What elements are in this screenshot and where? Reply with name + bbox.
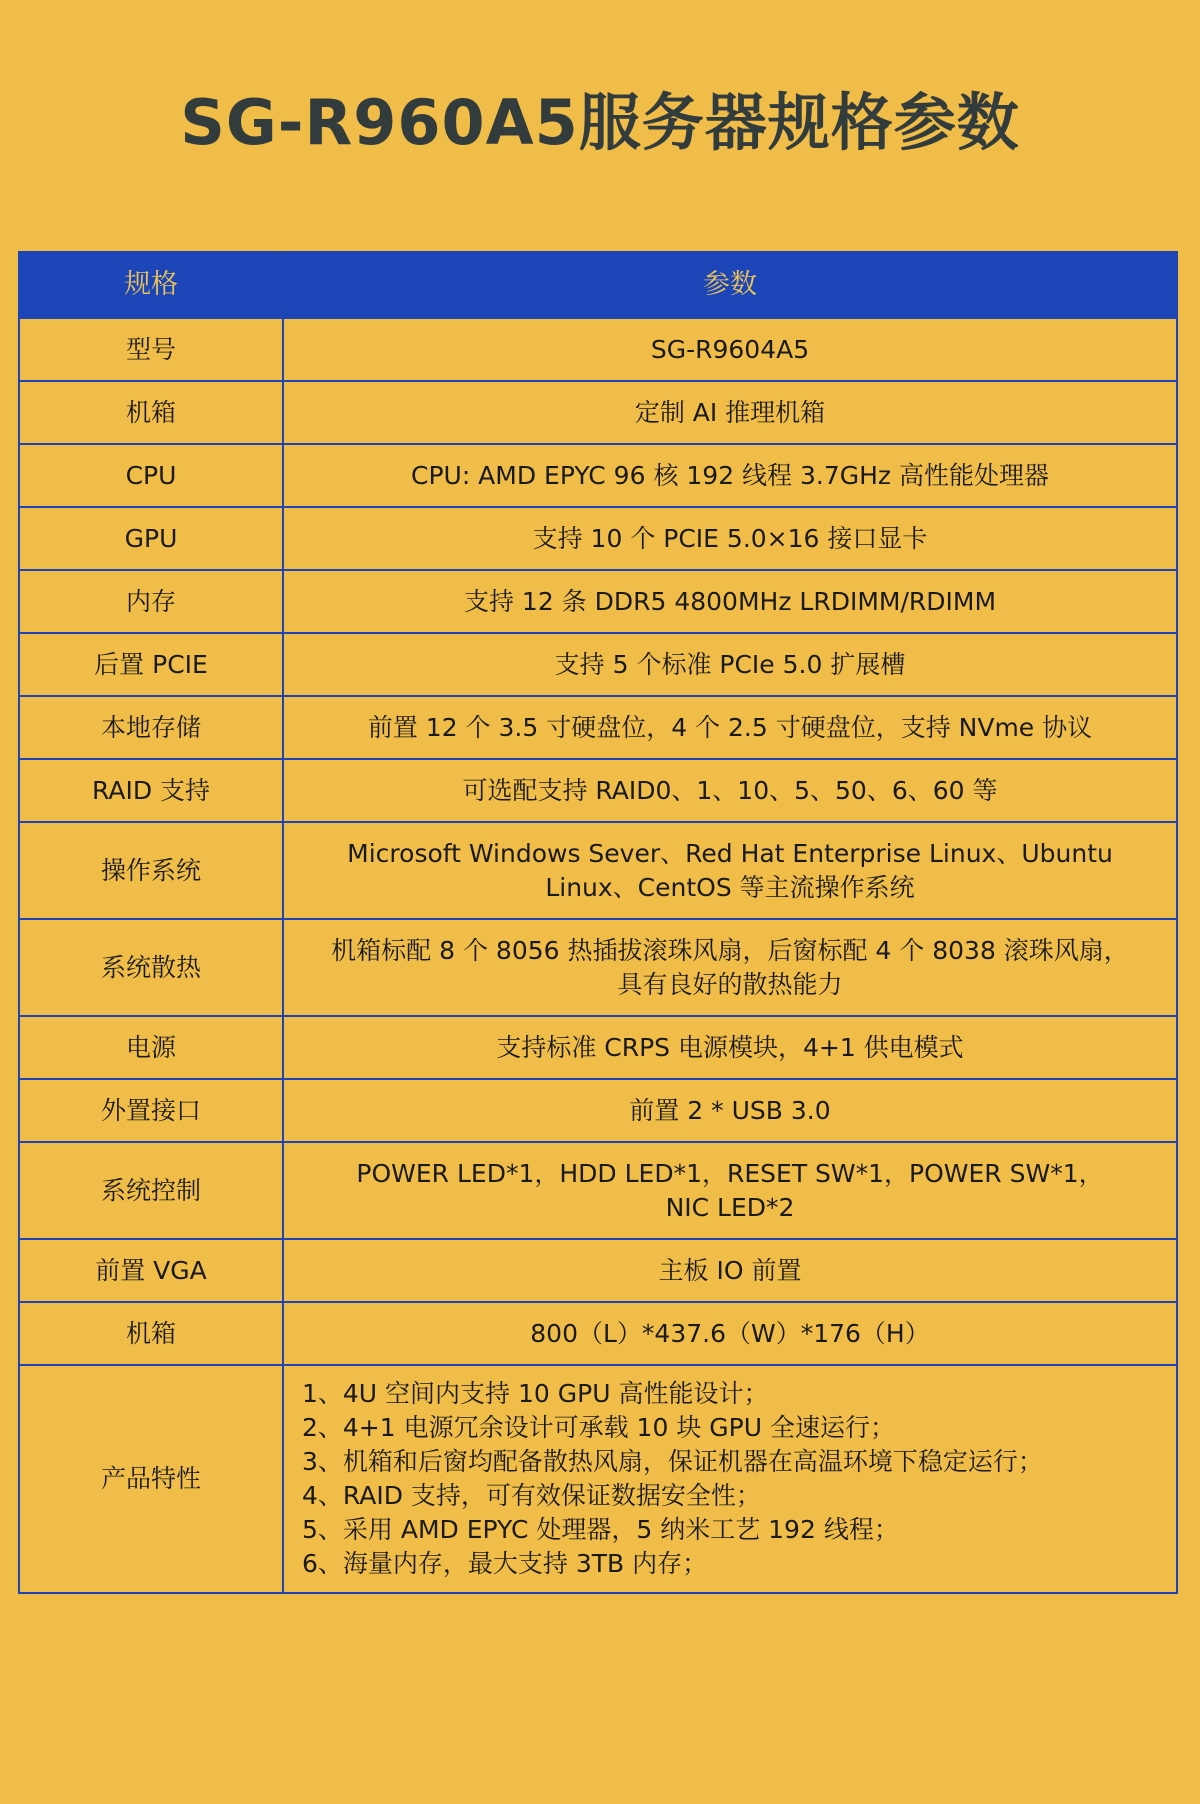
value-line: Microsoft Windows Sever、Red Hat Enterprise Linux、Ubuntu (347, 838, 1113, 868)
spec-value-cell: 可选配支持 RAID0、1、10、5、50、6、60 等 (283, 759, 1177, 822)
spec-value-cell: 支持 12 条 DDR5 4800MHz LRDIMM/RDIMM (283, 570, 1177, 633)
value-line: 机箱标配 8 个 8056 热插拔滚珠风扇，后窗标配 4 个 8038 滚珠风扇， (331, 935, 1129, 965)
value-line: NIC LED*2 (665, 1192, 795, 1222)
table-row (19, 1016, 1177, 1079)
table-header-row (19, 252, 1177, 318)
spec-value-cell: CPU: AMD EPYC 96 核 192 线程 3.7GHz 高性能处理器 (283, 444, 1177, 507)
feature-item: 3、机箱和后窗均配备散热风扇，保证机器在高温环境下稳定运行； (302, 1447, 1043, 1476)
spec-value-cell (283, 919, 1177, 1016)
spec-table (18, 251, 1178, 1594)
spec-value-cell: 主板 IO 前置 (283, 1239, 1177, 1302)
page-title: SG-R960A5服务器规格参数 (180, 86, 1020, 159)
table-row (19, 444, 1177, 507)
table-row (19, 1079, 1177, 1142)
spec-name-cell: CPU (19, 444, 283, 507)
spec-name-cell: 操作系统 (19, 822, 283, 919)
table-row (19, 381, 1177, 444)
table-row (19, 570, 1177, 633)
spec-value-cell: 支持标准 CRPS 电源模块，4+1 供电模式 (283, 1016, 1177, 1079)
spec-name-cell: RAID 支持 (19, 759, 283, 822)
value-line: Linux、CentOS 等主流操作系统 (545, 872, 915, 902)
spec-name-cell: 电源 (19, 1016, 283, 1079)
spec-name-cell: 后置 PCIE (19, 633, 283, 696)
spec-name-cell: GPU (19, 507, 283, 570)
spec-name-cell: 内存 (19, 570, 283, 633)
spec-name-cell: 产品特性 (19, 1365, 283, 1593)
column-header-spec: 规格 (19, 252, 283, 318)
table-row (19, 633, 1177, 696)
table-row (19, 318, 1177, 381)
spec-name-cell: 系统控制 (19, 1142, 283, 1239)
table-row (19, 1239, 1177, 1302)
spec-name-cell: 前置 VGA (19, 1239, 283, 1302)
value-line: POWER LED*1，HDD LED*1，RESET SW*1，POWER SW*1， (356, 1158, 1104, 1188)
spec-name-cell: 本地存储 (19, 696, 283, 759)
spec-value-cell: 800（L）*437.6（W）*176（H） (283, 1302, 1177, 1365)
feature-item: 5、采用 AMD EPYC 处理器，5 纳米工艺 192 线程； (302, 1515, 899, 1544)
feature-item: 2、4+1 电源冗余设计可承载 10 块 GPU 全速运行； (302, 1413, 895, 1442)
column-header-param: 参数 (283, 252, 1177, 318)
table-row (19, 919, 1177, 1016)
table-row (19, 822, 1177, 919)
feature-item: 1、4U 空间内支持 10 GPU 高性能设计； (302, 1379, 769, 1408)
value-line: 具有良好的散热能力 (617, 969, 843, 999)
table-row (19, 696, 1177, 759)
feature-item: 4、RAID 支持，可有效保证数据安全性； (302, 1481, 761, 1510)
table-row (19, 507, 1177, 570)
spec-name-cell: 机箱 (19, 1302, 283, 1365)
table-row (19, 1365, 1177, 1593)
spec-value-cell (283, 822, 1177, 919)
spec-name-cell: 型号 (19, 318, 283, 381)
spec-value-cell: 支持 5 个标准 PCIe 5.0 扩展槽 (283, 633, 1177, 696)
feature-item: 6、海量内存，最大支持 3TB 内存； (302, 1549, 708, 1578)
spec-value-cell: 前置 12 个 3.5 寸硬盘位，4 个 2.5 寸硬盘位，支持 NVme 协议 (283, 696, 1177, 759)
table-row (19, 759, 1177, 822)
spec-name-cell: 系统散热 (19, 919, 283, 1016)
spec-name-cell: 外置接口 (19, 1079, 283, 1142)
spec-value-cell: 定制 AI 推理机箱 (283, 381, 1177, 444)
spec-name-cell: 机箱 (19, 381, 283, 444)
spec-value-cell: SG-R9604A5 (283, 318, 1177, 381)
table-row (19, 1142, 1177, 1239)
table-row (19, 1302, 1177, 1365)
spec-value-cell (283, 1142, 1177, 1239)
features-cell (283, 1365, 1177, 1593)
spec-value-cell: 支持 10 个 PCIE 5.0×16 接口显卡 (283, 507, 1177, 570)
spec-value-cell: 前置 2 * USB 3.0 (283, 1079, 1177, 1142)
